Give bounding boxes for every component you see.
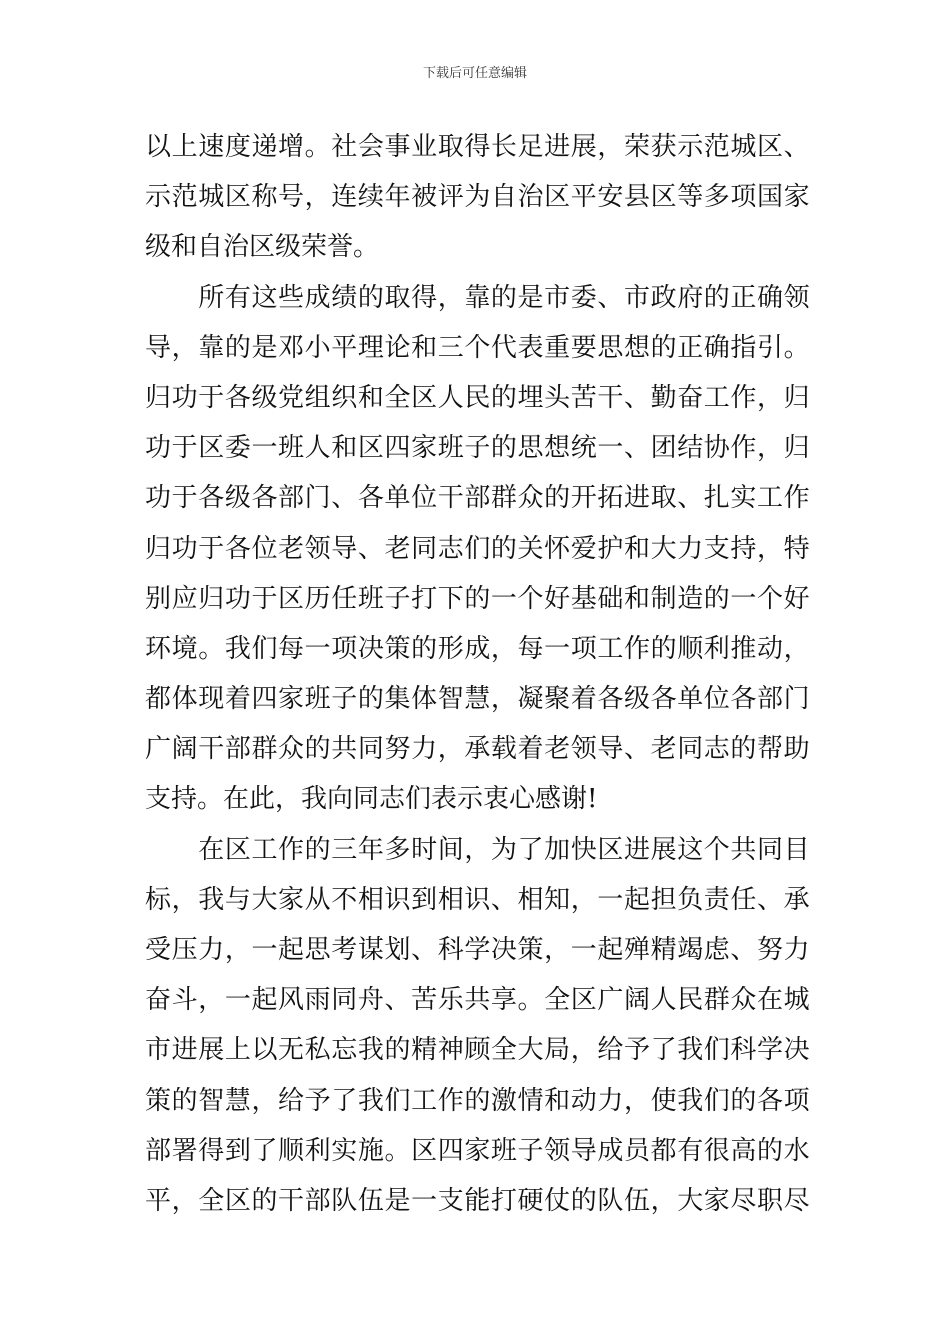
page-header: 下载后可任意编辑 [422,66,527,81]
text-line: 环 境 。 我 们 每 一 项 决 策 的 形 成 ， 每 一 项 工 作 的 顺 利 推 动 ， [145,633,810,664]
text-line: 支持。在此，我向同志们表示衷心感谢! [145,784,598,815]
text-line: 策 的 智 慧 ， 给 予 了 我 们 工 作 的 激 情 和 动 力 ， 使 我 们 的 各 项 [145,1085,810,1116]
text-line: 奋 斗 ， 一 起 风 雨 同 舟 、 苦 乐 共 享 。 全 区 广 阔 人 民 群 众 在 城 [145,985,810,1016]
text-line: 功 于 区 委 一 班 人 和 区 四 家 班 子 的 思 想 统 一 、 团 结 协 作 ， 归 [145,433,810,464]
text-line: 部 署 得 到 了 顺 利 实 施 。 区 四 家 班 子 领 导 成 员 都 有 很 高 的 水 [145,1135,810,1166]
text-line: 别 应 归 功 于 区 历 任 班 子 打 下 的 一 个 好 基 础 和 制 造 的 一 个 好 [145,583,810,614]
text-line: 广 阔 干 部 群 众 的 共 同 努 力 ， 承 载 着 老 领 导 、 老 同 志 的 帮 助 [145,734,810,765]
text-line: 都 体 现 着 四 家 班 子 的 集 体 智 慧 ， 凝 聚 着 各 级 各 单 位 各 部 门 [145,684,810,715]
text-line: 市 进 展 上 以 无 私 忘 我 的 精 神 顾 全 大 局 ， 给 予 了 我 们 科 学 决 [145,1035,810,1066]
text-line: 级和自治区级荣誉。 [145,232,380,263]
text-line: 受 压 力 ， 一 起 思 考 谋 划 、 科 学 决 策 ， 一 起 殚 精 竭 虑 、 努 力 [145,935,810,965]
document-body [145,122,810,1226]
text-line: 归 功 于 各 位 老 领 导 、 老 同 志 们 的 关 怀 爱 护 和 大 力 支 持 ， 特 [145,533,810,564]
text-line: 在 区 工 作 的 三 年 多 时 间 ， 为 了 加 快 区 进 展 这 个 共 同 目 [198,834,810,865]
text-line: 示 范 城 区 称 号 ， 连 续 年 被 评 为 自 治 区 平 安 县 区 等 多 项 国 家 [145,182,810,213]
text-line: 所 有 这 些 成 绩 的 取 得 ， 靠 的 是 市 委 、 市 政 府 的 正 确 领 [198,282,810,313]
text-line: 导 ， 靠 的 是 邓 小 平 理 论 和 三 个 代 表 重 要 思 想 的 正 确 指 引 。 [145,332,810,363]
text-line: 标 ， 我 与 大 家 从 不 相 识 到 相 识 、 相 知 ， 一 起 担 负 责 任 、 承 [145,884,810,915]
text-line: 以 上 速 度 递 增 。 社 会 事 业 取 得 长 足 进 展 ， 荣 获 示 范 城 区 、 [145,132,810,162]
text-line: 功 于 各 级 各 部 门 、 各 单 位 干 部 群 众 的 开 拓 进 取 、 扎 实 工 作 [145,483,810,514]
text-line: 归 功 于 各 级 党 组 织 和 全 区 人 民 的 埋 头 苦 干 、 勤 奋 工 作 ， 归 [145,382,810,413]
text-line: 平 ， 全 区 的 干 部 队 伍 是 一 支 能 打 硬 仗 的 队 伍 ， 大 家 尽 职 尽 [145,1185,810,1216]
